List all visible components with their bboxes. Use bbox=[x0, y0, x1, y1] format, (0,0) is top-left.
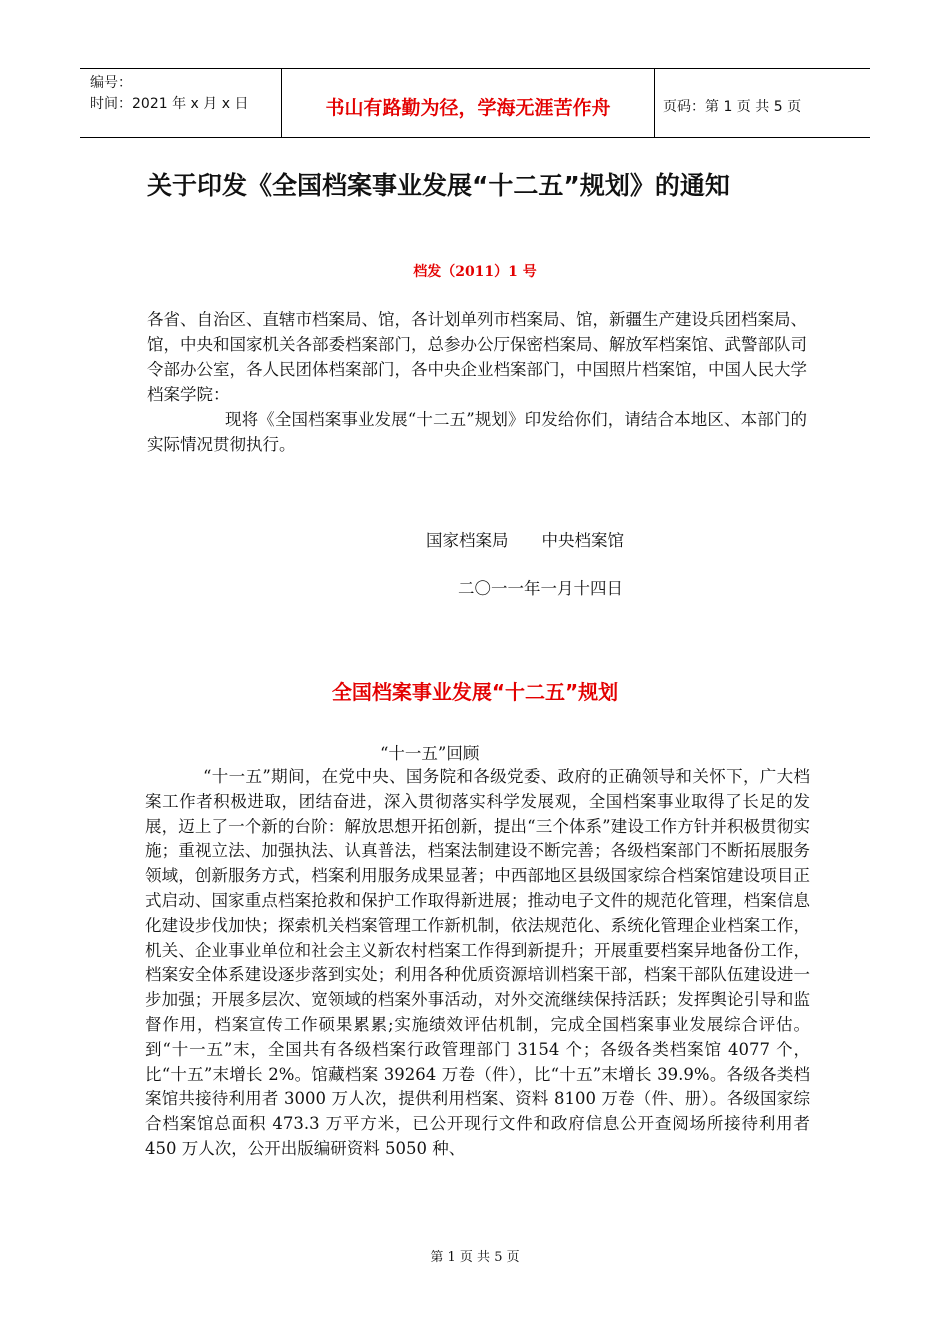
plan-title: 全国档案事业发展“十二五”规划 bbox=[331, 680, 619, 704]
page-footer: 第 1 页 共 5 页 bbox=[430, 1250, 520, 1265]
notice-body: 现将《全国档案事业发展“十二五”规划》印发给你们，请结合本地区、本部门的实际情况贯彻执行。 bbox=[147, 410, 807, 454]
notice-title: 关于印发《全国档案事业发展“十二五”规划》的通知 bbox=[147, 171, 730, 200]
number-label: 编号： bbox=[90, 75, 132, 91]
plan-review-paragraph: “十一五”期间，在党中央、国务院和各级党委、政府的正确领导和关怀下，广大档案工作者积极进取，团结奋进，深入贯彻落实科学发展观，全国档案事业取得了长足的发展，迈上了一个新的台阶：解放思想开拓创新，提出“三个体系”建设工作方针并积极贯彻实施；重视立法、加强执法、认真普法，档案法制建设不断完善；各级档案部门不断拓展服务领域，创新服务方式，档案利用服务成果显著；中西部地区县级国家综合档案馆建设项目正式启动、国家重点档案抢救和保护工作取得新进展；推动电子文件的规范化管理，档案信息化建设步伐加快；探索机关档案管理工作新机制，依法规范化、系统化管理企业档案工作，机关、企业事业单位和社会主义新农村档案工作得到新提升；开展重要档案异地备份工作，档案安全体系建设逐步落到实处；利用各种优质资源培训档案干部，档案干部队伍建设进一步加强；开展多层次、宽领域的档案外事活动，对外交流继续保持活跃；发挥舆论引导和监督作用，档案宣传工作硕果累累;实施绩效评估机制，完成全国档案事业发展综合评估。到“十一五”末，全国共有各级档案行政管理部门 3154 个；各级各类档案馆 4077 个，比“十五”末增长 2%。馆藏档案 39264 万卷（件），比“十五”末增长 39.9%。各级各类档案馆共接待利用者 3000 万人次，提供利用档案、资料 8100 万卷（件、册）。各级国家综合档案馆总面积 473.3 万平方米，已公开现行文件和政府信息公开查阅场所接待利用者 450 万人次，公开出版编研资料 5050 种、 bbox=[145, 767, 810, 1158]
signers: 国家档案局 中央档案馆 bbox=[426, 531, 624, 550]
header-meta bbox=[80, 69, 281, 137]
section-heading: “十一五”回顾 bbox=[380, 744, 480, 763]
signing-date: 二〇一一年一月十四日 bbox=[458, 579, 623, 598]
recipients-paragraph: 各省、自治区、直辖市档案局、馆，各计划单列市档案局、馆，新疆生产建设兵团档案局、馆，中央和国家机关各部委档案部门，总参办公厅保密档案局、解放军档案馆、武警部队司令部办公室，各人民团体档案部门，各中央企业档案部门，中国照片档案馆，中国人民大学档案学院： bbox=[147, 310, 807, 404]
document-header bbox=[80, 68, 870, 138]
time-label: 时间：2021 年 x 月 x 日 bbox=[90, 96, 249, 112]
document-number: 档发（2011）1 号 bbox=[413, 264, 537, 280]
header-motto: 书山有路勤为径，学海无涯苦作舟 bbox=[281, 69, 655, 137]
header-page-info: 页码：第 1 页 共 5 页 bbox=[663, 99, 802, 115]
